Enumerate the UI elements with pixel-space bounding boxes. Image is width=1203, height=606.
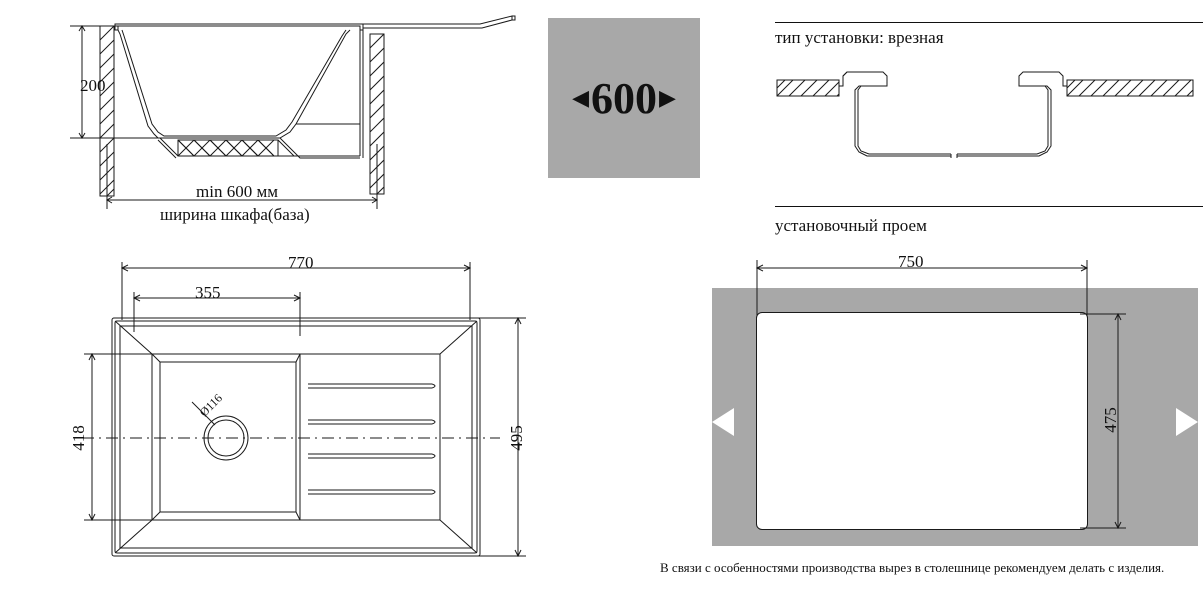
cabinet-width-value: 600	[591, 73, 657, 123]
bowl-offset-label: 355	[195, 283, 221, 302]
drain-board-grooves	[308, 384, 435, 494]
cutout-width-label: 750	[898, 252, 924, 271]
cabinet-base-caption: ширина шкафа(база)	[160, 205, 310, 224]
sink-section-profile	[115, 16, 515, 158]
arrow-left-icon: ◀	[572, 85, 589, 110]
cutout-height-label: 475	[1100, 407, 1120, 433]
overall-width-label: 770	[288, 253, 314, 272]
top-view-drawing	[60, 250, 600, 590]
section-view-drawing	[60, 4, 580, 234]
section-depth-label: 200	[80, 76, 106, 95]
mount-type-caption: тип установки: врезная	[775, 28, 944, 47]
cutout-divider-top	[775, 206, 1203, 207]
sink-bowl	[152, 354, 300, 520]
cutout-dimensions	[740, 252, 1203, 542]
cabinet-width-badge	[548, 18, 700, 178]
mount-divider-top	[775, 22, 1203, 23]
cabinet-min-width-label: min 600 мм	[196, 182, 278, 201]
bowl-height-label: 418	[68, 425, 88, 451]
mount-type-drawing	[775, 62, 1195, 192]
arrow-right-icon: ▶	[659, 85, 676, 110]
drain-diameter-label: Ø116	[196, 390, 225, 420]
sink-profile-left	[839, 72, 951, 156]
cutout-caption: установочный проем	[775, 216, 927, 235]
sink-profile-right	[957, 72, 1067, 156]
cutout-note: В связи с особенностями производства вырез в столешнице рекомендуем делать с изделия.	[660, 560, 1165, 575]
countertop-right-hatch	[1067, 80, 1193, 96]
countertop-left-hatch	[777, 80, 839, 96]
overall-height-label: 495	[506, 425, 526, 451]
